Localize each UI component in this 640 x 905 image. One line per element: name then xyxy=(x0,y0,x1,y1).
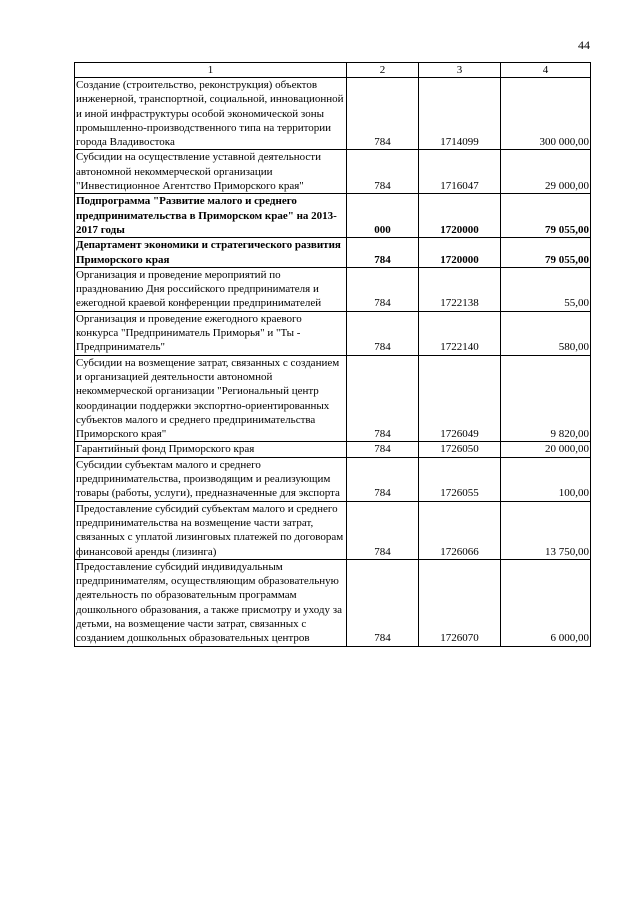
table-row xyxy=(75,238,591,268)
row-code-cell: 1716047 xyxy=(419,150,501,194)
table-row xyxy=(75,311,591,355)
header-col-4: 4 xyxy=(501,63,591,78)
header-col-3: 3 xyxy=(419,63,501,78)
row-sum-cell: 55,00 xyxy=(501,267,591,311)
row-grbs-cell: 784 xyxy=(347,457,419,501)
row-sum-cell: 6 000,00 xyxy=(501,559,591,646)
table-body xyxy=(75,78,591,647)
row-name-cell: Департамент экономики и стратегического развития Приморского края xyxy=(75,238,347,268)
row-code-cell: 1714099 xyxy=(419,78,501,150)
row-code-cell: 1726049 xyxy=(419,355,501,442)
table-row xyxy=(75,457,591,501)
header-row xyxy=(75,63,591,78)
row-code-cell: 1722140 xyxy=(419,311,501,355)
row-name-cell: Организация и проведение мероприятий по празднованию Дня российского предпринимателя и ежегодной краевой конференции предпринимателей xyxy=(75,267,347,311)
row-sum-cell: 9 820,00 xyxy=(501,355,591,442)
row-grbs-cell: 784 xyxy=(347,311,419,355)
row-sum-cell: 300 000,00 xyxy=(501,78,591,150)
page-number: 44 xyxy=(578,38,590,52)
row-grbs-cell: 784 xyxy=(347,78,419,150)
table-row xyxy=(75,355,591,442)
row-grbs-cell: 000 xyxy=(347,194,419,238)
row-name-cell: Организация и проведение ежегодного краевого конкурса "Предприниматель Приморья" и "Ты - Предприниматель" xyxy=(75,311,347,355)
row-grbs-cell: 784 xyxy=(347,267,419,311)
row-code-cell: 1720000 xyxy=(419,194,501,238)
row-grbs-cell: 784 xyxy=(347,559,419,646)
row-grbs-cell: 784 xyxy=(347,238,419,268)
row-grbs-cell: 784 xyxy=(347,501,419,559)
table-row xyxy=(75,501,591,559)
table-row xyxy=(75,194,591,238)
table-row xyxy=(75,559,591,646)
budget-table xyxy=(74,62,591,647)
row-name-cell: Предоставление субсидий индивидуальным предпринимателям, осуществляющим образовательную деятельность по образовательным программам дошкольного образования, а также присмотру и уходу за детьми, на возмещение части затрат, связанных с созданием дошкольных образовательных центров xyxy=(75,559,347,646)
row-sum-cell: 29 000,00 xyxy=(501,150,591,194)
row-sum-cell: 79 055,00 xyxy=(501,238,591,268)
row-name-cell: Гарантийный фонд Приморского края xyxy=(75,442,347,457)
header-col-1: 1 xyxy=(75,63,347,78)
row-sum-cell: 13 750,00 xyxy=(501,501,591,559)
row-sum-cell: 580,00 xyxy=(501,311,591,355)
row-name-cell: Субсидии на возмещение затрат, связанных с созданием и организацией деятельности автономной некоммерческой организации "Региональный центр координации поддержки экспортно-ориентированных субъектов малого и среднего предпринимательства Приморского края" xyxy=(75,355,347,442)
table-row xyxy=(75,442,591,457)
row-code-cell: 1726050 xyxy=(419,442,501,457)
table-row xyxy=(75,78,591,150)
row-sum-cell: 79 055,00 xyxy=(501,194,591,238)
row-code-cell: 1726055 xyxy=(419,457,501,501)
table-row xyxy=(75,267,591,311)
header-col-2: 2 xyxy=(347,63,419,78)
row-sum-cell: 20 000,00 xyxy=(501,442,591,457)
table-row xyxy=(75,150,591,194)
row-code-cell: 1726066 xyxy=(419,501,501,559)
row-name-cell: Субсидии на осуществление уставной деятельности автономной некоммерческой организации "Инвестиционное Агентство Приморского края" xyxy=(75,150,347,194)
row-name-cell: Создание (строительство, реконструкция) объектов инженерной, транспортной, социальной, инновационной и иной инфраструктуры особой экономической зоны промышленно-производственного типа на территории города Владивостока xyxy=(75,78,347,150)
row-code-cell: 1720000 xyxy=(419,238,501,268)
row-name-cell: Предоставление субсидий субъектам малого и среднего предпринимательства на возмещение части затрат, связанных с уплатой лизинговых платежей по договорам финансовой аренды (лизинга) xyxy=(75,501,347,559)
row-code-cell: 1726070 xyxy=(419,559,501,646)
row-sum-cell: 100,00 xyxy=(501,457,591,501)
row-name-cell: Субсидии субъектам малого и среднего предпринимательства, производящим и реализующим товары (работы, услуги), предназначенные для экспорта xyxy=(75,457,347,501)
row-grbs-cell: 784 xyxy=(347,355,419,442)
row-code-cell: 1722138 xyxy=(419,267,501,311)
row-grbs-cell: 784 xyxy=(347,150,419,194)
row-grbs-cell: 784 xyxy=(347,442,419,457)
row-name-cell: Подпрограмма "Развитие малого и среднего предпринимательства в Приморском крае" на 2013-2017 годы xyxy=(75,194,347,238)
